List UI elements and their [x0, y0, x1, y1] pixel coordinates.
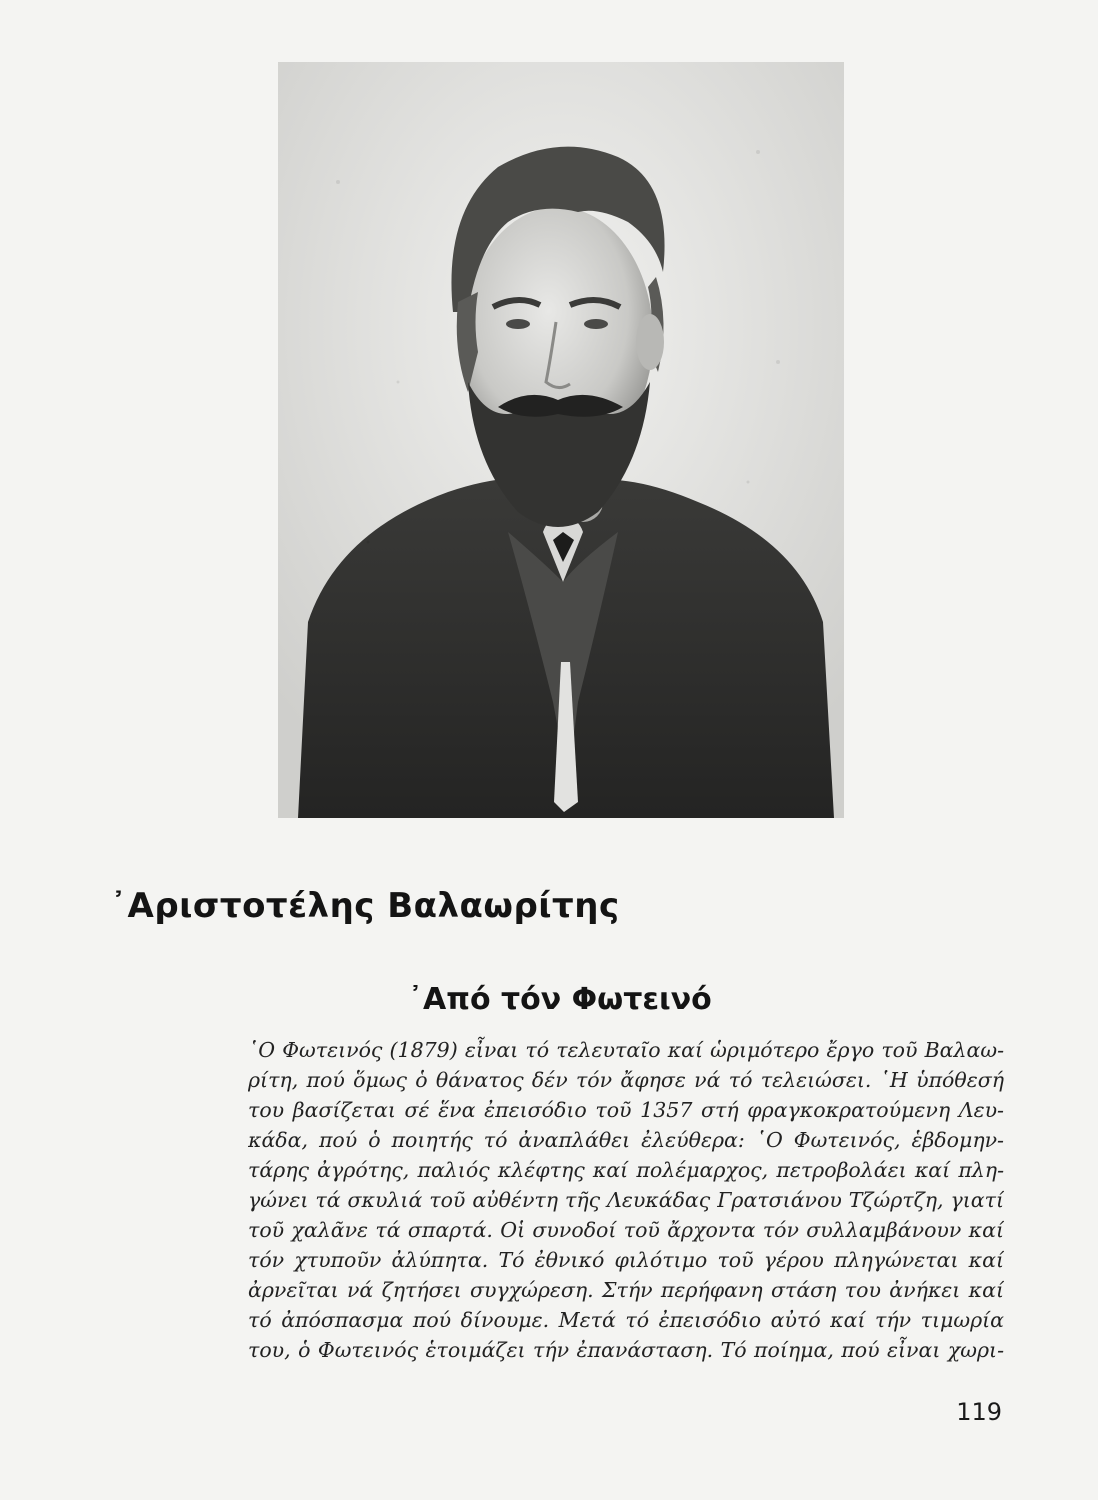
- intro-line: τόν χτυποῦν ἀλύπητα. Τό ἐθνικό φιλότιμο τοῦ γέρου πληγώνεται καί: [248, 1248, 1004, 1272]
- portrait-illustration: [278, 62, 844, 818]
- intro-line: ρίτη, πού ὅμως ὁ θάνατος δέν τόν ἄφησε νά τό τελειώσει. ῾Η ὑπόθεσή: [248, 1068, 1004, 1092]
- author-portrait-photo: [278, 62, 844, 818]
- page-number: 119: [956, 1398, 1002, 1426]
- intro-line: ῾Ο Φωτεινός (1879) εἶναι τό τελευταῖο καί ὡριμότερο ἔργο τοῦ Βαλαω-: [248, 1038, 1004, 1062]
- author-name-heading: ᾿Αριστοτέλης Βαλαωρίτης: [110, 886, 620, 926]
- work-title-heading: ᾿Από τόν Φωτεινό: [408, 982, 712, 1017]
- intro-line: ἀρνεῖται νά ζητήσει συγχώρεση. Στήν περήφανη στάση του ἀνήκει καί: [248, 1278, 1004, 1302]
- intro-line: τό ἀπόσπασμα πού δίνουμε. Μετά τό ἐπεισόδιο αὐτό καί τήν τιμωρία: [248, 1308, 1004, 1332]
- intro-line: κάδα, πού ὁ ποιητής τό ἀναπλάθει ἐλεύθερα: ῾Ο Φωτεινός, ἑβδομην-: [248, 1128, 1004, 1152]
- intro-line: του βασίζεται σέ ἕνα ἐπεισόδιο τοῦ 1357 στή φραγκοκρατούμενη Λευ-: [248, 1098, 1004, 1122]
- intro-line: τοῦ χαλᾶνε τά σπαρτά. Οἱ συνοδοί τοῦ ἄρχοντα τόν συλλαμβάνουν καί: [248, 1218, 1004, 1242]
- intro-paragraph: [248, 1035, 1004, 1365]
- intro-line: τάρης ἀγρότης, παλιός κλέφτης καί πολέμαρχος, πετροβολάει καί πλη-: [248, 1158, 1004, 1182]
- intro-line: του, ὁ Φωτεινός ἑτοιμάζει τήν ἐπανάσταση. Τό ποίημα, πού εἶναι χωρι-: [248, 1338, 1004, 1362]
- intro-line: γώνει τά σκυλιά τοῦ αὐθέντη τῆς Λευκάδας Γρατσιάνου Τζώρτζη, γιατί: [248, 1188, 1004, 1212]
